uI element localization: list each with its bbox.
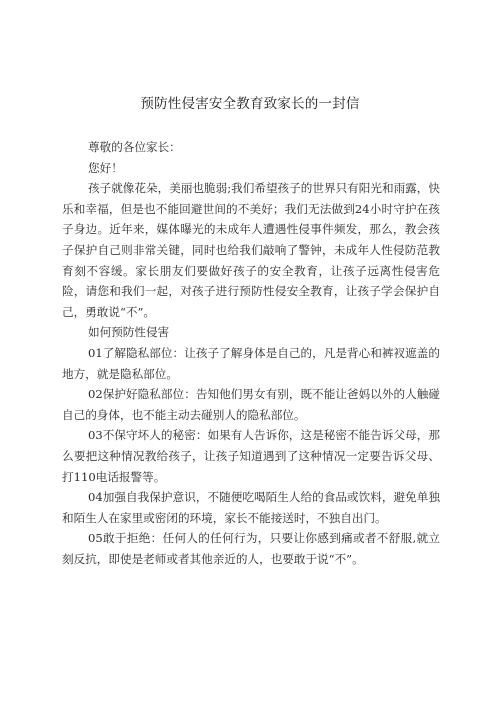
section-heading: 如何预防性侵害 — [88, 325, 170, 340]
tip-paragraph-1: 01了解隐私部位：让孩子了解身体是自己的，凡是背心和裤衩遮盖的地方，就是隐私部位。 — [62, 345, 440, 381]
letter-body — [62, 137, 440, 569]
tip-paragraph-2: 02保护好隐私部位：告知他们男女有别，既不能让爸妈以外的人触碰自己的身体，也不能主动去碰别人的隐私部位。 — [62, 387, 440, 422]
tip-paragraph-4: 04加强自我保护意识，不随便吃喝陌生人给的食品或饮料，避免单独和陌生人在家里或密闭的环境，家长不能接送时，不独自出门。 — [62, 490, 440, 525]
letter-title: 预防性侵害安全教育致家长的一封信 — [140, 96, 360, 112]
greeting: 您好！ — [88, 160, 123, 175]
salutation: 尊敬的各位家长： — [88, 140, 181, 154]
tip-paragraph-5: 05敢于拒绝：任何人的任何行为，只要让你感到痛或者不舒服,就立刻反抗，即使是老师或者其他亲近的人，也要敢于说“不”。 — [62, 531, 440, 566]
tip-paragraph-3: 03不保守坏人的秘密：如果有人告诉你，这是秘密不能告诉父母，那么要把这种情况教给孩子，让孩子知道遇到了这种情况一定要告诉父母、打110电话报警等。 — [62, 428, 440, 484]
intro-paragraph: 孩子就像花朵，美丽也脆弱;我们希望孩子的世界只有阳光和雨露，快乐和幸福，但是也不能回避世间的不美好；我们无法做到24小时守护在孩子身边。近年来，媒体曝光的未成年人遭遇性侵事件频发，那么，教会孩子保护自己则非常关键，同时也给我们敲响了警钟，未成年人性侵防范教育刻不容缓。家长朋友们要做好孩子的安全教育，让孩子远离性侵害危险，请您和我们一起，对孩子进行预防性侵安全教育，让孩子学会保护自己，勇敢说“不”。 — [62, 181, 440, 319]
